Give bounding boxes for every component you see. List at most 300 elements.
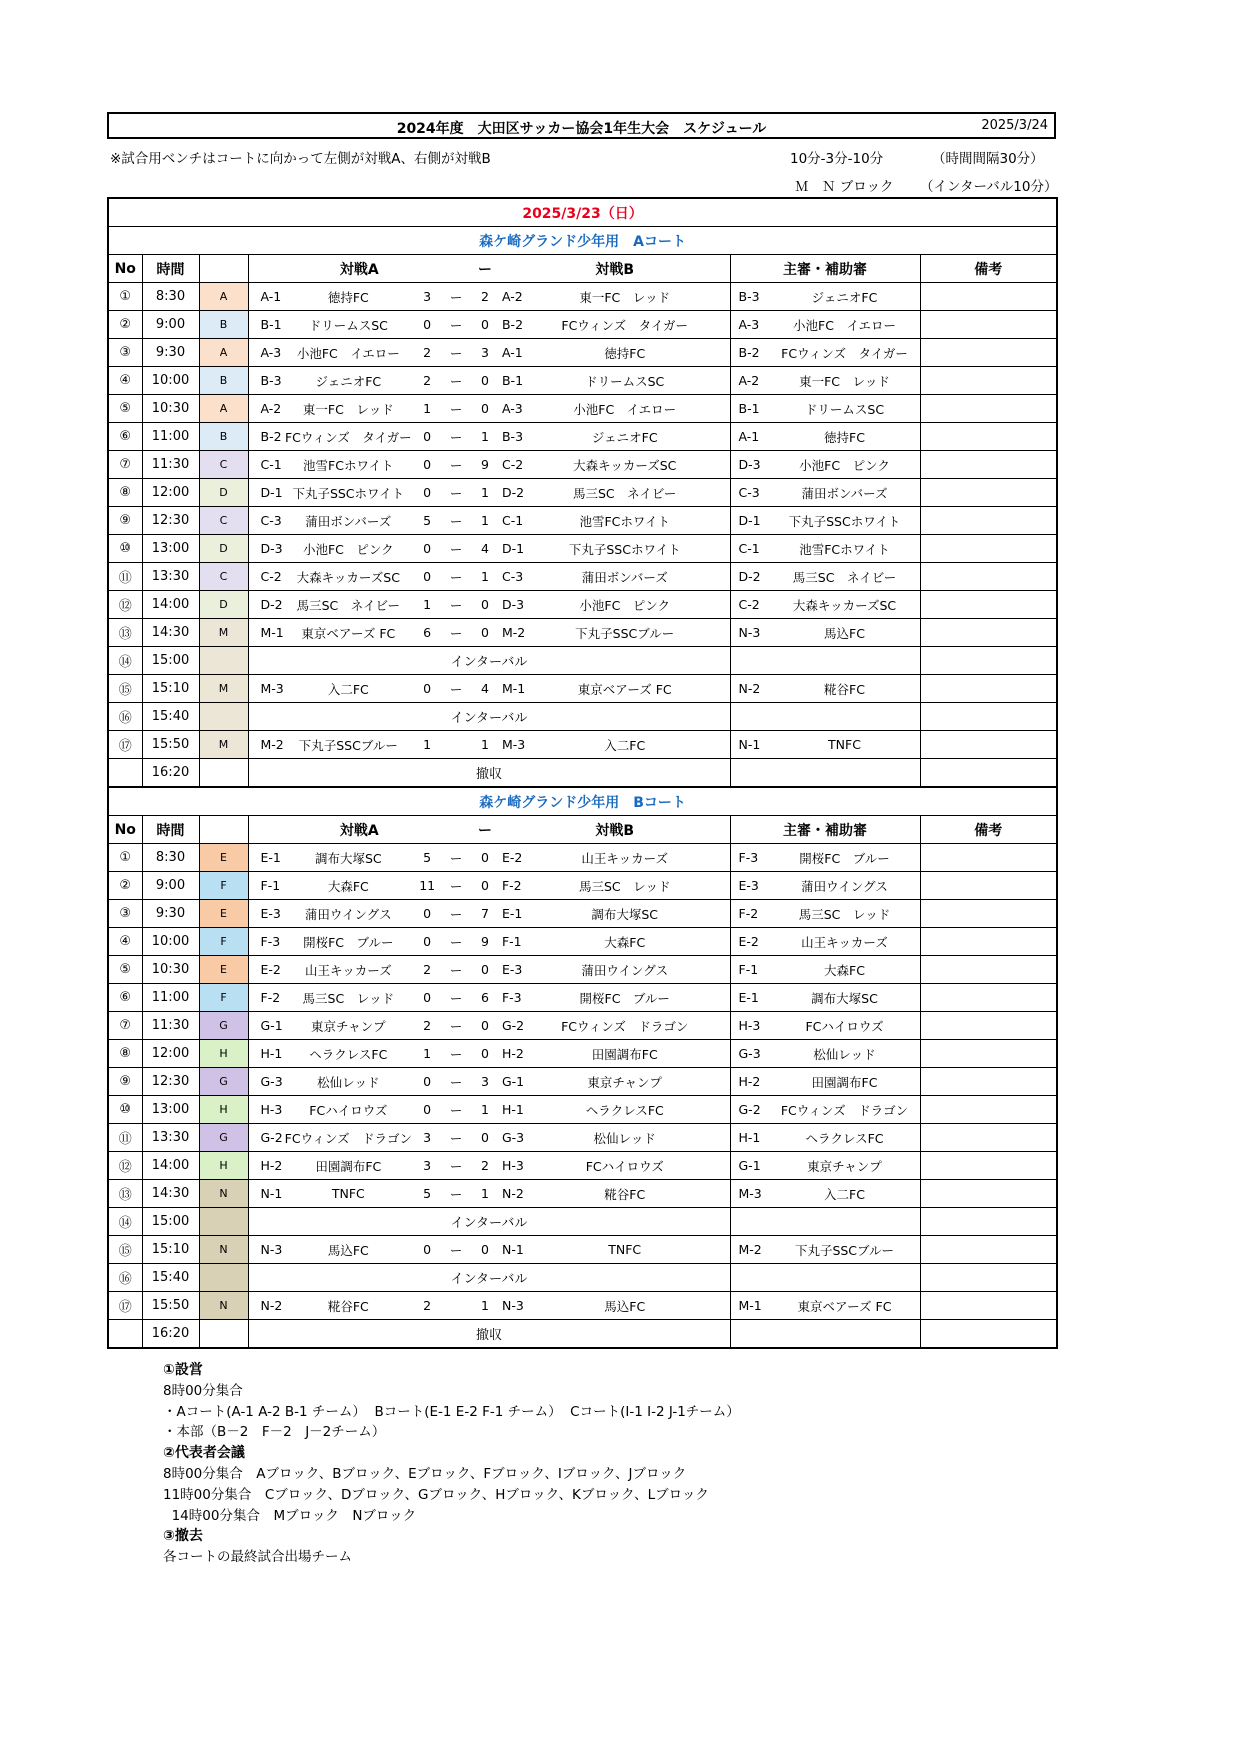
team-b-name: ジェニオFC — [591, 429, 658, 445]
score-a: 0 — [423, 906, 432, 921]
referee-cell — [730, 703, 920, 731]
match-cell — [248, 479, 730, 507]
match-format: 10分-3分-10分 — [790, 151, 884, 167]
match-time: 13:30 — [142, 1124, 199, 1152]
interval-label: 撤収 — [248, 1320, 730, 1349]
team-a-name: 調布大塚SC — [314, 850, 382, 866]
score-dash: ー — [449, 401, 463, 417]
bench-note: ※試合用ベンチはコートに向かって左側が対戦A、右側が対戦B — [110, 151, 491, 167]
score-b: 2 — [481, 1158, 489, 1173]
block-label: C — [199, 451, 248, 479]
remarks-cell — [920, 1012, 1057, 1040]
referee-line — [731, 1096, 920, 1123]
score-b: 0 — [481, 373, 489, 388]
referee-line — [731, 339, 920, 366]
match-header — [249, 255, 730, 282]
table-row — [108, 311, 1057, 339]
team-a-name: 下丸子SSCホワイト — [292, 485, 405, 501]
match-line — [249, 395, 730, 422]
team-a-name: 大森キッカーズSC — [296, 569, 400, 585]
team-b-id: F-1 — [501, 934, 522, 949]
team-b-name: 東一FC レッド — [579, 289, 671, 305]
referee-id: F-3 — [738, 850, 759, 865]
score-a: 0 — [423, 681, 432, 696]
team-b-name: ヘラクレスFC — [585, 1102, 664, 1118]
table-row — [108, 507, 1057, 535]
match-line — [249, 675, 730, 702]
team-a-id: A-2 — [260, 401, 282, 416]
team-b-id: C-2 — [501, 457, 524, 472]
referee-name: 池雪FCホワイト — [799, 541, 890, 557]
referee-line — [731, 535, 920, 562]
match-cell — [248, 451, 730, 479]
match-time: 12:30 — [142, 507, 199, 535]
score-b: 1 — [481, 513, 489, 528]
score-b: 2 — [481, 289, 489, 304]
match-time: 15:10 — [142, 1236, 199, 1264]
match-number — [108, 759, 142, 788]
table-row — [108, 339, 1057, 367]
score-dash: ー — [449, 541, 463, 557]
referee-id: A-2 — [738, 373, 760, 388]
team-a-name: 開桜FC ブルー — [303, 934, 394, 950]
match-number: ⑪ — [108, 563, 142, 591]
team-a-id: G-2 — [260, 1130, 283, 1145]
referee-line — [731, 956, 920, 983]
team-a-id: N-2 — [260, 1298, 283, 1313]
team-a-id: E-2 — [260, 962, 281, 977]
referee-cell — [730, 984, 920, 1012]
referee-cell — [730, 1068, 920, 1096]
match-number: ⑦ — [108, 451, 142, 479]
team-a-name: 松仙レッド — [317, 1074, 380, 1090]
referee-name: FCウィンズ タイガー — [781, 345, 908, 361]
referee-cell — [730, 900, 920, 928]
match-number: ⑰ — [108, 731, 142, 759]
score-b: 0 — [481, 625, 489, 640]
table-row — [108, 451, 1057, 479]
team-b-name: 東京ベアーズ FC — [577, 681, 672, 697]
match-time: 10:00 — [142, 367, 199, 395]
score-dash: ー — [449, 962, 463, 978]
referee-line — [731, 367, 920, 394]
referee-name: ドリームスSC — [804, 401, 885, 417]
col-header-no: No — [108, 255, 142, 283]
remarks-cell — [920, 731, 1057, 759]
score-b: 0 — [481, 962, 489, 977]
score-b: 0 — [481, 878, 489, 893]
referee-line — [731, 451, 920, 478]
remarks-cell — [920, 900, 1057, 928]
referee-cell — [730, 1208, 920, 1236]
team-b-id: N-2 — [501, 1186, 524, 1201]
match-time: 15:00 — [142, 647, 199, 675]
match-number: ⑯ — [108, 1264, 142, 1292]
score-a: 0 — [423, 934, 432, 949]
team-b-name: 入二FC — [604, 737, 646, 753]
referee-line — [731, 928, 920, 955]
team-b-name: 山王キッカーズ — [581, 850, 669, 866]
block-label: D — [199, 479, 248, 507]
team-b-name: 小池FC ピンク — [579, 597, 671, 613]
referee-cell — [730, 759, 920, 788]
table-row — [108, 675, 1057, 703]
match-cell — [248, 619, 730, 647]
remarks-cell — [920, 283, 1057, 311]
match-cell — [248, 423, 730, 451]
referee-line — [731, 844, 920, 871]
referee-name: 開桜FC ブルー — [799, 850, 890, 866]
score-dash: ー — [449, 1130, 463, 1146]
block-label: G — [199, 1124, 248, 1152]
score-b: 1 — [481, 1186, 489, 1201]
score-dash: ー — [449, 1018, 463, 1034]
score-dash: ー — [449, 597, 463, 613]
match-number: ⑫ — [108, 591, 142, 619]
match-time: 16:20 — [142, 1320, 199, 1349]
match-time: 15:40 — [142, 703, 199, 731]
referee-cell — [730, 928, 920, 956]
mn-block-note: Ｍ Ｎ ブロック — [795, 179, 894, 195]
team-a-id: E-3 — [260, 906, 281, 921]
match-cell — [248, 872, 730, 900]
team-a-name: 小池FC イエロー — [296, 345, 400, 361]
team-a-id: F-1 — [260, 878, 281, 893]
team-b-name: 大森キッカーズSC — [573, 457, 677, 473]
court-title: 森ケ崎グランド少年用 Aコート — [108, 227, 1057, 255]
referee-name: ヘラクレスFC — [805, 1130, 884, 1146]
remarks-cell — [920, 619, 1057, 647]
team-b-name: 池雪FCホワイト — [579, 513, 670, 529]
team-a-name: 徳持FC — [327, 289, 369, 305]
match-time: 12:00 — [142, 479, 199, 507]
score-b: 0 — [481, 401, 489, 416]
score-a: 2 — [423, 1298, 432, 1313]
referee-cell — [730, 1040, 920, 1068]
score-a: 1 — [423, 597, 432, 612]
team-a-id: G-3 — [260, 1074, 283, 1089]
referee-line — [731, 563, 920, 590]
score-b: 0 — [481, 1130, 489, 1145]
remarks-cell — [920, 1124, 1057, 1152]
referee-cell — [730, 1180, 920, 1208]
team-b-name: 馬三SC ネイビー — [573, 485, 677, 501]
referee-name: 馬三SC ネイビー — [792, 569, 897, 585]
table-row — [108, 703, 1057, 731]
table-row — [108, 844, 1057, 872]
match-number: ⑥ — [108, 423, 142, 451]
team-a-id: D-3 — [260, 541, 283, 556]
score-b: 4 — [481, 541, 489, 556]
score-b: 1 — [481, 1298, 489, 1313]
score-a: 1 — [423, 401, 432, 416]
remarks-cell — [920, 759, 1057, 788]
block-label: F — [199, 872, 248, 900]
referee-id: N-3 — [738, 625, 761, 640]
team-b-name: 蒲田ボンバーズ — [581, 569, 668, 585]
referee-name: 入二FC — [824, 1186, 865, 1202]
remarks-cell — [920, 451, 1057, 479]
referee-name: FCウィンズ ドラゴン — [780, 1102, 909, 1118]
issue-date: 2025/3/24 — [981, 118, 1048, 133]
match-header — [249, 816, 730, 843]
referee-id: A-1 — [738, 429, 760, 444]
team-a-id: N-1 — [260, 1186, 283, 1201]
referee-name: 山王キッカーズ — [801, 934, 888, 950]
match-cell — [248, 535, 730, 563]
col-header-match — [248, 255, 730, 283]
referee-cell — [730, 1152, 920, 1180]
team-a-name: 東京ベアーズ FC — [301, 625, 396, 641]
referee-cell — [730, 1292, 920, 1320]
match-time: 9:30 — [142, 900, 199, 928]
block-label: E — [199, 956, 248, 984]
score-a: 0 — [423, 1102, 432, 1117]
block-label: M — [199, 619, 248, 647]
team-a-id: M-2 — [260, 737, 284, 752]
match-time: 14:00 — [142, 1152, 199, 1180]
match-line — [249, 535, 730, 562]
referee-id: M-2 — [738, 1242, 762, 1257]
referee-line — [731, 395, 920, 422]
referee-id: E-3 — [738, 878, 759, 893]
referee-line — [731, 423, 920, 450]
remarks-cell — [920, 1152, 1057, 1180]
team-a-name: ヘラクレスFC — [309, 1046, 388, 1062]
team-b-name: 下丸子SSCブルー — [575, 625, 675, 641]
table-row — [108, 1264, 1057, 1292]
block-label: F — [199, 984, 248, 1012]
match-number: ⑫ — [108, 1152, 142, 1180]
referee-id: B-2 — [738, 345, 760, 360]
score-b: 9 — [481, 934, 489, 949]
match-line — [249, 956, 730, 983]
table-row — [108, 563, 1057, 591]
table-row — [108, 1096, 1057, 1124]
referee-line — [731, 1124, 920, 1151]
match-time: 14:30 — [142, 619, 199, 647]
score-a: 2 — [423, 1018, 432, 1033]
remarks-cell — [920, 984, 1057, 1012]
referee-line — [731, 1040, 920, 1067]
team-a-name: 馬三SC レッド — [302, 990, 395, 1006]
team-b-id: B-1 — [501, 373, 524, 388]
team-a-name: FCウィンズ タイガー — [284, 429, 412, 445]
match-number: ⑭ — [108, 647, 142, 675]
referee-name: 東一FC レッド — [799, 373, 890, 389]
remarks-cell — [920, 703, 1057, 731]
score-a: 2 — [423, 373, 432, 388]
match-cell — [248, 339, 730, 367]
referee-line — [731, 872, 920, 899]
team-a-id: H-3 — [260, 1102, 283, 1117]
score-a: 2 — [423, 345, 432, 360]
remarks-cell — [920, 1320, 1057, 1349]
referee-id: A-3 — [738, 317, 760, 332]
team-b-name: FCウィンズ ドラゴン — [561, 1018, 689, 1034]
match-cell — [248, 956, 730, 984]
team-a-id: B-2 — [260, 429, 282, 444]
match-line — [249, 844, 730, 871]
referee-name: 馬三SC レッド — [798, 906, 891, 922]
team-b-id: D-1 — [501, 541, 525, 556]
col-header-team-a: 対戦A — [339, 261, 379, 278]
match-number: ⑦ — [108, 1012, 142, 1040]
referee-id: D-3 — [738, 457, 761, 472]
referee-id: E-2 — [738, 934, 759, 949]
match-line — [249, 311, 730, 338]
team-b-name: 馬込FC — [604, 1298, 646, 1314]
referee-line — [731, 900, 920, 927]
match-number: ② — [108, 311, 142, 339]
interval-label: インターバル — [248, 1208, 730, 1236]
team-a-id: C-1 — [260, 457, 282, 472]
notes-line: 8時00分集合 — [163, 1382, 243, 1399]
match-cell — [248, 1012, 730, 1040]
referee-cell — [730, 731, 920, 759]
block-label: H — [199, 1152, 248, 1180]
match-line — [249, 928, 730, 955]
score-a: 11 — [419, 878, 436, 893]
team-b-id: G-2 — [501, 1018, 525, 1033]
team-b-name: 徳持FC — [604, 345, 646, 361]
block-label: E — [199, 900, 248, 928]
table-row — [108, 395, 1057, 423]
block-label: C — [199, 563, 248, 591]
team-b-name: 開桜FC ブルー — [579, 990, 670, 1006]
match-number: ① — [108, 844, 142, 872]
referee-cell — [730, 956, 920, 984]
team-a-id: C-2 — [260, 569, 282, 584]
match-number: ③ — [108, 339, 142, 367]
col-header-time: 時間 — [142, 255, 199, 283]
match-cell — [248, 928, 730, 956]
score-b: 3 — [481, 1074, 489, 1089]
team-a-name: 蒲田ウイングス — [304, 906, 392, 922]
score-b: 1 — [481, 429, 489, 444]
table-row — [108, 619, 1057, 647]
referee-cell — [730, 675, 920, 703]
match-time: 8:30 — [142, 283, 199, 311]
score-dash: ー — [449, 317, 463, 333]
match-time: 15:50 — [142, 731, 199, 759]
match-cell — [248, 731, 730, 759]
referee-line — [731, 731, 920, 758]
col-header-remarks: 備考 — [920, 255, 1057, 283]
table-row — [108, 956, 1057, 984]
remarks-cell — [920, 507, 1057, 535]
block-label — [199, 1264, 248, 1292]
team-b-name: 下丸子SSCホワイト — [568, 541, 681, 557]
block-label: E — [199, 844, 248, 872]
score-dash: ー — [449, 1046, 463, 1062]
match-time: 15:40 — [142, 1264, 199, 1292]
referee-name: 大森FC — [824, 962, 865, 978]
match-line — [249, 1236, 730, 1263]
score-b: 0 — [481, 597, 489, 612]
match-cell — [248, 507, 730, 535]
score-b: 9 — [481, 457, 489, 472]
match-line — [249, 1012, 730, 1039]
block-label: C — [199, 507, 248, 535]
referee-name: 下丸子SSCブルー — [794, 1242, 895, 1258]
team-b-name: 田園調布FC — [591, 1046, 658, 1062]
block-label: N — [199, 1236, 248, 1264]
score-b: 1 — [481, 1102, 489, 1117]
referee-cell — [730, 1124, 920, 1152]
score-a: 0 — [423, 485, 432, 500]
match-line — [249, 1292, 730, 1319]
remarks-cell — [920, 928, 1057, 956]
team-a-id: M-3 — [260, 681, 284, 696]
col-header-remarks: 備考 — [920, 816, 1057, 844]
match-time: 15:50 — [142, 1292, 199, 1320]
block-label: A — [199, 395, 248, 423]
match-time: 11:00 — [142, 423, 199, 451]
remarks-cell — [920, 591, 1057, 619]
team-b-name: TNFC — [608, 1242, 642, 1257]
referee-name: ジェニオFC — [811, 289, 878, 305]
team-b-id: C-1 — [501, 513, 524, 528]
match-time: 12:30 — [142, 1068, 199, 1096]
match-cell — [248, 311, 730, 339]
schedule-date: 2025/3/23（日） — [108, 198, 1057, 227]
match-time: 14:00 — [142, 591, 199, 619]
referee-cell — [730, 1264, 920, 1292]
remarks-cell — [920, 423, 1057, 451]
table-row — [108, 647, 1057, 675]
match-cell — [248, 1096, 730, 1124]
table-row — [108, 367, 1057, 395]
score-dash: ー — [449, 681, 463, 697]
match-line — [249, 451, 730, 478]
team-b-id: H-2 — [501, 1046, 524, 1061]
match-cell — [248, 900, 730, 928]
score-b: 7 — [481, 906, 489, 921]
match-cell — [248, 1068, 730, 1096]
referee-id: C-1 — [738, 541, 760, 556]
match-time: 10:30 — [142, 956, 199, 984]
match-line — [249, 1180, 730, 1207]
referee-id: G-1 — [738, 1158, 761, 1173]
team-a-name: 馬三SC ネイビー — [296, 597, 401, 613]
referee-line — [731, 675, 920, 702]
referee-id: H-3 — [738, 1018, 761, 1033]
team-b-id: H-3 — [501, 1158, 524, 1173]
match-number: ⑬ — [108, 1180, 142, 1208]
title-bar — [107, 112, 1056, 139]
referee-cell — [730, 1320, 920, 1349]
team-a-id: A-3 — [260, 345, 282, 360]
match-cell — [248, 591, 730, 619]
score-a: 5 — [423, 513, 432, 528]
remarks-cell — [920, 535, 1057, 563]
score-dash: ー — [449, 1242, 463, 1258]
match-time: 15:10 — [142, 675, 199, 703]
notes-line: ・Aコート(A-1 A-2 B-1 チーム） Bコート(E-1 E-2 F-1 チーム） Cコート(I-1 I-2 J-1チーム） — [163, 1403, 740, 1420]
referee-cell — [730, 872, 920, 900]
team-a-id: H-2 — [260, 1158, 283, 1173]
table-row — [108, 731, 1057, 759]
referee-name: TNFC — [828, 737, 861, 752]
match-line — [249, 507, 730, 534]
team-b-id: D-2 — [501, 485, 525, 500]
col-header-block — [199, 816, 248, 844]
score-dash: ー — [449, 906, 463, 922]
team-b-id: E-1 — [501, 906, 523, 921]
referee-id: G-3 — [738, 1046, 761, 1061]
score-dash: ー — [449, 289, 463, 305]
